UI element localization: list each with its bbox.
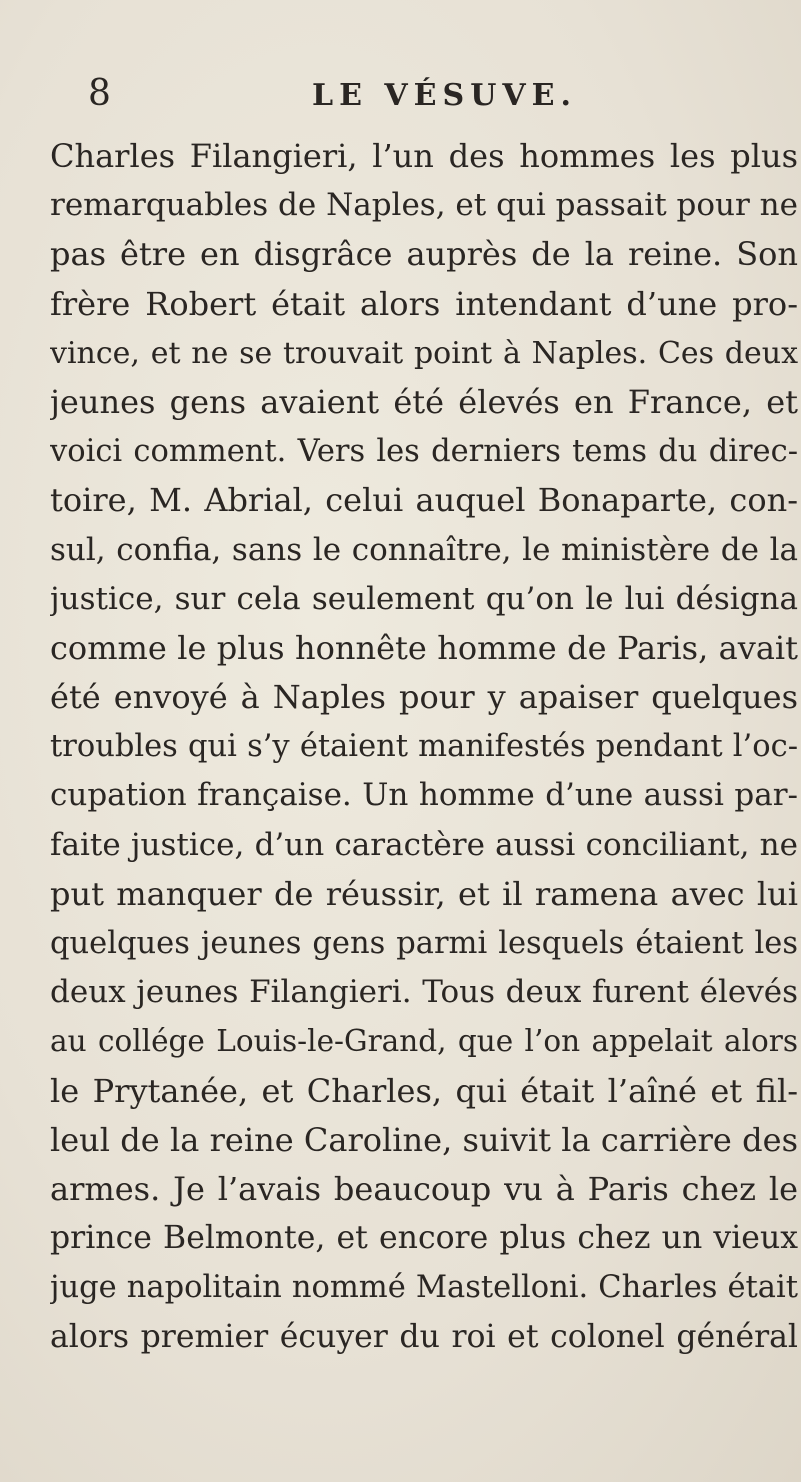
text-line: alors premier écuyer du roi et colonel général: [50, 1318, 798, 1355]
text-line: cupation française. Un homme d’une aussi par-: [50, 777, 798, 814]
text-line: comme le plus honnête homme de Paris, avait: [50, 628, 798, 667]
running-title: LE VÉSUVE.: [312, 78, 577, 113]
text-line: frère Robert était alors intendant d’une pro-: [50, 284, 798, 323]
text-line: jeunes gens avaient été élevés en France, et: [50, 382, 798, 421]
text-line: pas être en disgrâce auprès de la reine. Son: [50, 235, 798, 274]
text-line: sul, confia, sans le connaître, le ministère de la: [50, 531, 798, 568]
text-line: été envoyé à Naples pour y apaiser quelques: [50, 678, 798, 717]
text-line: remarquables de Naples, et qui passait pour ne: [50, 187, 798, 224]
text-line: juge napolitain nommé Mastelloni. Charles était: [50, 1270, 798, 1306]
text-line: au collége Louis-le-Grand, que l’on appelait alors: [50, 1024, 798, 1059]
text-line: quelques jeunes gens parmi lesquels étaient les: [50, 926, 798, 961]
text-line: deux jeunes Filangieri. Tous deux furent élevés: [50, 974, 798, 1011]
text-line: leul de la reine Caroline, suivit la carrière des: [50, 1120, 798, 1159]
text-line: troubles qui s’y étaient manifestés pendant l’oc-: [50, 729, 798, 765]
text-line: toire, M. Abrial, celui auquel Bonaparte, con-: [50, 481, 798, 520]
text-line: vince, et ne se trouvait point à Naples. Ces deux: [50, 335, 798, 371]
text-line: le Prytanée, et Charles, qui était l’aîné et fil-: [50, 1071, 798, 1110]
running-head: [0, 72, 801, 116]
text-line: justice, sur cela seulement qu’on le lui désigna: [50, 580, 798, 617]
text-line: voici comment. Vers les derniers tems du direc-: [50, 434, 798, 470]
page-number: 8: [88, 73, 111, 114]
text-line: armes. Je l’avais beaucoup vu à Paris chez le: [50, 1169, 798, 1208]
body-text: [50, 132, 798, 1362]
text-line: Charles Filangieri, l’un des hommes les plus: [50, 137, 798, 175]
text-line: prince Belmonte, et encore plus chez un vieux: [50, 1220, 798, 1257]
text-line: faite justice, d’un caractère aussi conciliant, ne: [50, 826, 798, 863]
text-line: put manquer de réussir, et il ramena avec lui: [50, 874, 798, 913]
